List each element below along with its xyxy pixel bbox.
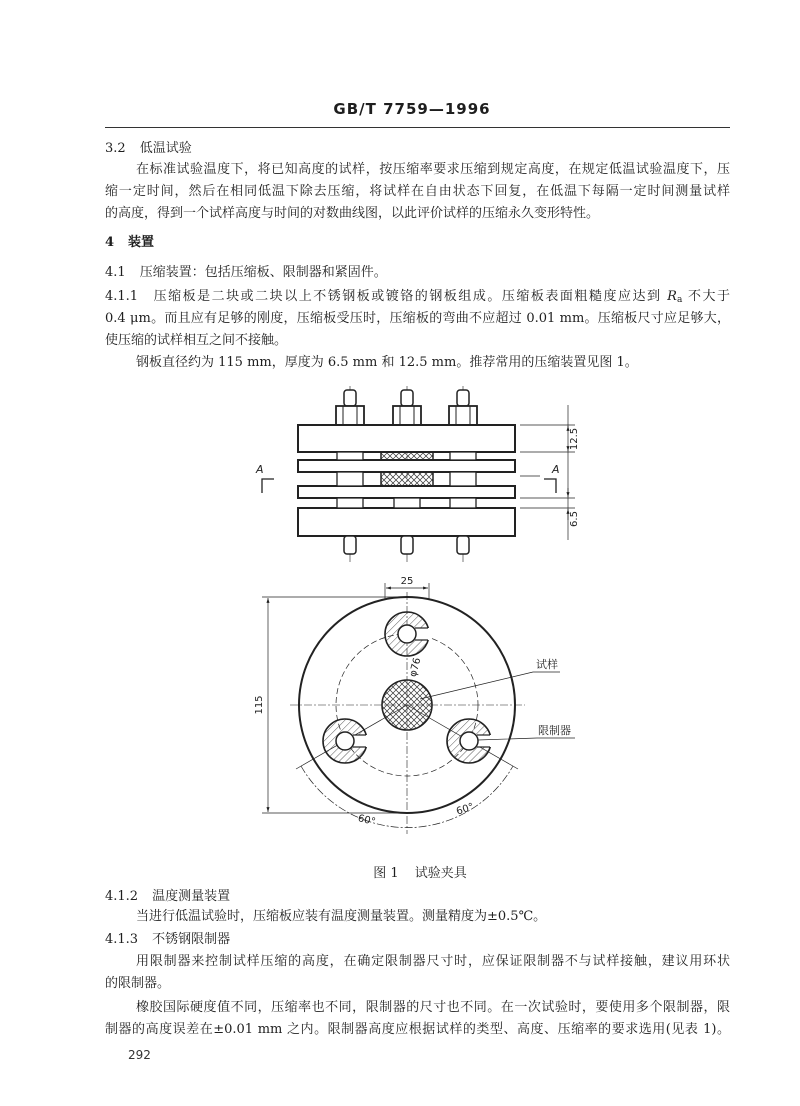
standard-code-header: GB/T 7759—1996	[333, 100, 491, 118]
section-mark-left	[262, 479, 274, 493]
roughness-symbol: R	[667, 289, 677, 304]
bolt-stud-bottom	[401, 536, 413, 554]
paragraph-line: 的限制器。	[105, 976, 171, 991]
clause-text: 压缩板是二块或二块以上不锈钢板或镀铬的钢板组成。压缩板表面粗糙度应达到	[152, 289, 668, 304]
compression-plate-thin	[298, 486, 515, 498]
clause-number: 4.1	[105, 265, 126, 280]
limiter-side	[337, 498, 363, 508]
paragraph-line: 的高度，得到一个试样高度与时间的对数曲线图，以此评价试样的压缩永久变形特性。	[105, 206, 600, 221]
clause-heading-4-1-2	[105, 887, 730, 907]
angle-label-left: 60°	[356, 813, 377, 829]
limiter-side	[450, 498, 476, 508]
compression-plate-thin	[298, 460, 515, 472]
paragraph-line: 0.4 μm。而且应有足够的刚度，压缩板受压时，压缩板的弯曲不应超过 0.01 mm。压缩板尺寸应足够大，	[105, 311, 730, 326]
limiter-side	[337, 452, 363, 460]
section-label-left: A	[256, 463, 264, 476]
clause-title: 不锈钢限制器	[152, 932, 231, 947]
bolt-stud-bottom	[457, 536, 469, 554]
limiter-side	[450, 452, 476, 460]
bolt-hole	[460, 732, 478, 750]
bolt-stud-top	[401, 390, 413, 406]
compression-plate-thick-top	[298, 425, 515, 452]
specimen-side	[381, 472, 433, 486]
section-heading-4	[105, 233, 730, 253]
limiter-side	[394, 498, 420, 508]
section-mark-right	[544, 479, 556, 493]
specimen-plan	[382, 680, 432, 730]
section-number: 3.2	[105, 141, 126, 156]
hex-nut	[393, 406, 421, 425]
figure-test-fixture	[0, 380, 800, 840]
figure-caption	[300, 864, 540, 884]
paragraph-line: 钢板直径约为 115 mm，厚度为 6.5 mm 和 12.5 mm。推荐常用的压缩装置见图 1。	[136, 355, 638, 370]
bolt-hole	[398, 625, 416, 643]
dim-bolt-circle-label: φ76	[407, 656, 424, 679]
section-heading-3-2	[105, 139, 730, 159]
dim-thick-plate-label: 12.5	[569, 427, 580, 451]
dim-plate-diameter-label: 115	[254, 695, 265, 715]
paragraph-line: 使压缩的试样相互之间不接触。	[105, 333, 288, 348]
limiter-side	[450, 472, 476, 486]
figure-number: 图 1	[373, 866, 399, 881]
paragraph-line: 缩一定时间，然后在相同低温下除去压缩，将试样在自由状态下回复，在低温下每隔一定时间测量试样	[105, 184, 730, 199]
hex-nut	[336, 406, 364, 425]
paragraph-line: 在标准试验温度下，将已知高度的试样，按压缩率要求压缩到规定高度，在规定低温试验温度下，压	[136, 162, 730, 177]
paragraph-line: 制器的高度误差在±0.01 mm 之内。限制器高度应根据试样的类型、高度、压缩率的要求选用(见表 1)。	[105, 1022, 730, 1037]
paragraph-line: 当进行低温试验时，压缩板应装有温度测量装置。测量精度为±0.5℃。	[136, 909, 547, 924]
angle-label-right: 60°	[455, 801, 476, 818]
label-limiter: 限制器	[538, 724, 571, 737]
clause-text: 压缩装置：包括压缩板、限制器和紧固件。	[139, 265, 387, 280]
plan-view	[262, 583, 575, 834]
bolt-hole	[336, 732, 354, 750]
clause-number: 4.1.1	[105, 289, 139, 304]
label-specimen: 试样	[536, 658, 558, 671]
bolt-stud-bottom	[344, 536, 356, 554]
specimen-side	[381, 452, 433, 460]
clause-text: 不大于	[682, 289, 730, 304]
clause-title: 温度测量装置	[152, 889, 231, 904]
header-rule	[105, 127, 730, 128]
compression-plate-thick-bottom	[298, 508, 515, 536]
bolt-stud-top	[457, 390, 469, 406]
limiter-side	[337, 472, 363, 486]
dim-thin-plate-label: 6.5	[569, 511, 580, 527]
section-label-right: A	[552, 463, 560, 476]
figure-title: 试验夹具	[414, 866, 467, 881]
dim-limiter-width-label: 25	[400, 576, 414, 587]
hex-nut	[449, 406, 477, 425]
roughness-subscript: a	[676, 295, 683, 305]
clause-heading-4-1-3	[105, 930, 730, 950]
paragraph-line: 用限制器来控制试样压缩的高度，在确定限制器尺寸时，应保证限制器不与试样接触，建议用环状	[136, 954, 730, 969]
section-title: 装置	[128, 235, 155, 250]
section-number: 4	[105, 235, 115, 250]
section-title: 低温试验	[139, 141, 192, 156]
clause-number: 4.1.2	[105, 889, 139, 904]
paragraph-line: 橡胶国际硬度值不同，压缩率也不同，限制器的尺寸也不同。在一次试验时，要使用多个限制器，限	[136, 1000, 730, 1015]
side-view	[262, 386, 575, 562]
page-number: 292	[128, 1048, 151, 1062]
clause-number: 4.1.3	[105, 932, 139, 947]
clause-4-1	[105, 263, 730, 283]
clause-4-1-1-line	[105, 287, 730, 307]
bolt-stud-top	[344, 390, 356, 406]
